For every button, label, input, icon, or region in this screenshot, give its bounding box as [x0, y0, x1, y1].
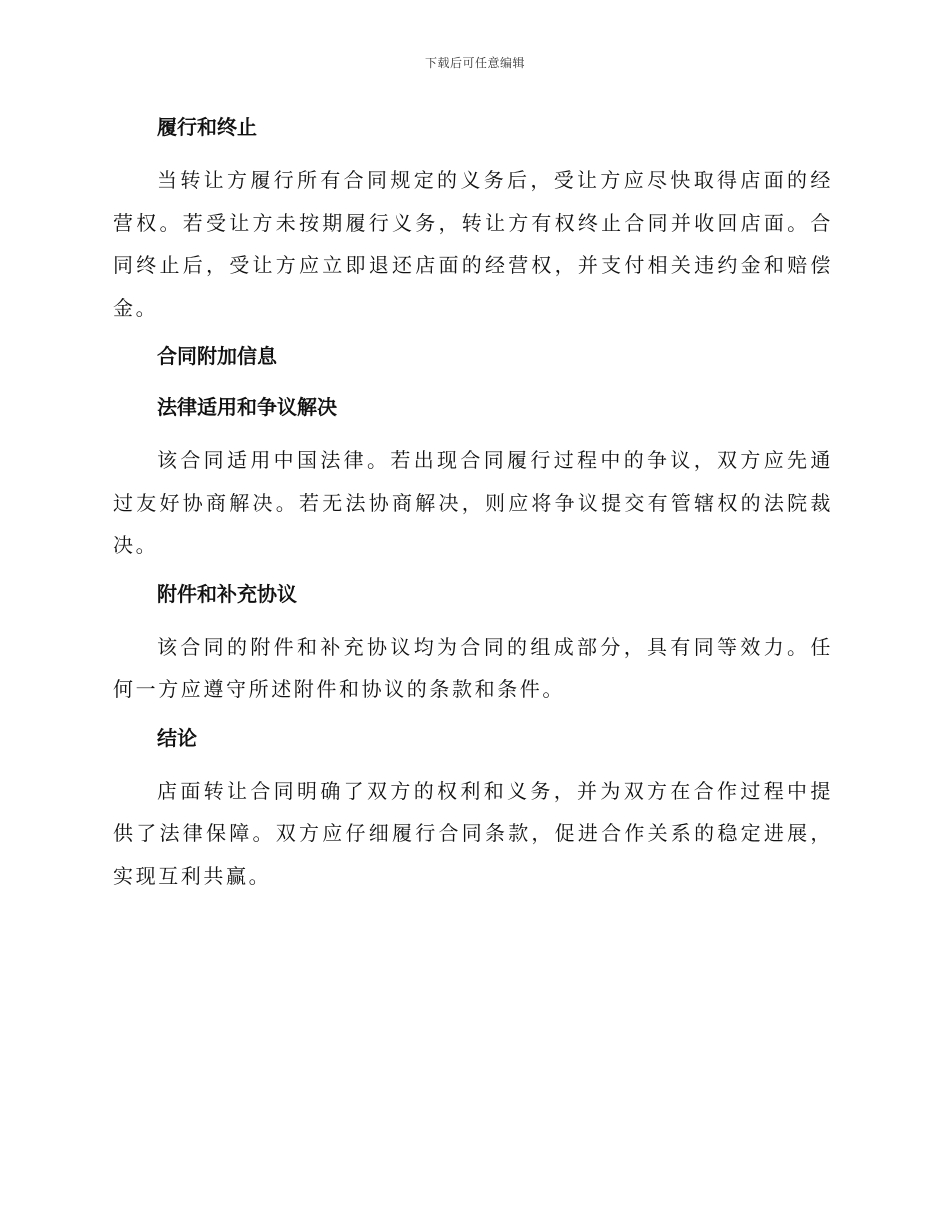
section-heading-attachments: 附件和补充协议 [157, 581, 297, 606]
document-body [113, 108, 833, 905]
page-header-note: 下载后可任意编辑 [424, 56, 525, 70]
section-heading-law-disputes: 法律适用和争议解决 [157, 395, 337, 419]
section-heading-performance-termination: 履行和终止 [157, 115, 257, 139]
section-heading-conclusion: 结论 [157, 725, 197, 750]
section-paragraph-performance-termination: 当转让方履行所有合同规定的义务后，受让方应尽快取得店面的经营权。若受让方未按期履行义务，转让方有权终止合同并收回店面。合同终止后，受让方应立即退还店面的经营权，并支付相关违约金和赔偿金。 [113, 168, 833, 320]
section-paragraph-attachments: 该合同的附件和补充协议均为合同的组成部分，具有同等效力。任何一方应遵守所述附件和协议的条款和条件。 [113, 634, 833, 701]
section-heading-additional-info: 合同附加信息 [157, 344, 277, 368]
section-paragraph-law-disputes: 该合同适用中国法律。若出现合同履行过程中的争议，双方应先通过友好协商解决。若无法协商解决，则应将争议提交有管辖权的法院裁决。 [113, 448, 833, 557]
section-paragraph-conclusion: 店面转让合同明确了双方的权利和义务，并为双方在合作过程中提供了法律保障。双方应仔细履行合同条款，促进合作关系的稳定进展，实现互利共赢。 [113, 778, 833, 888]
